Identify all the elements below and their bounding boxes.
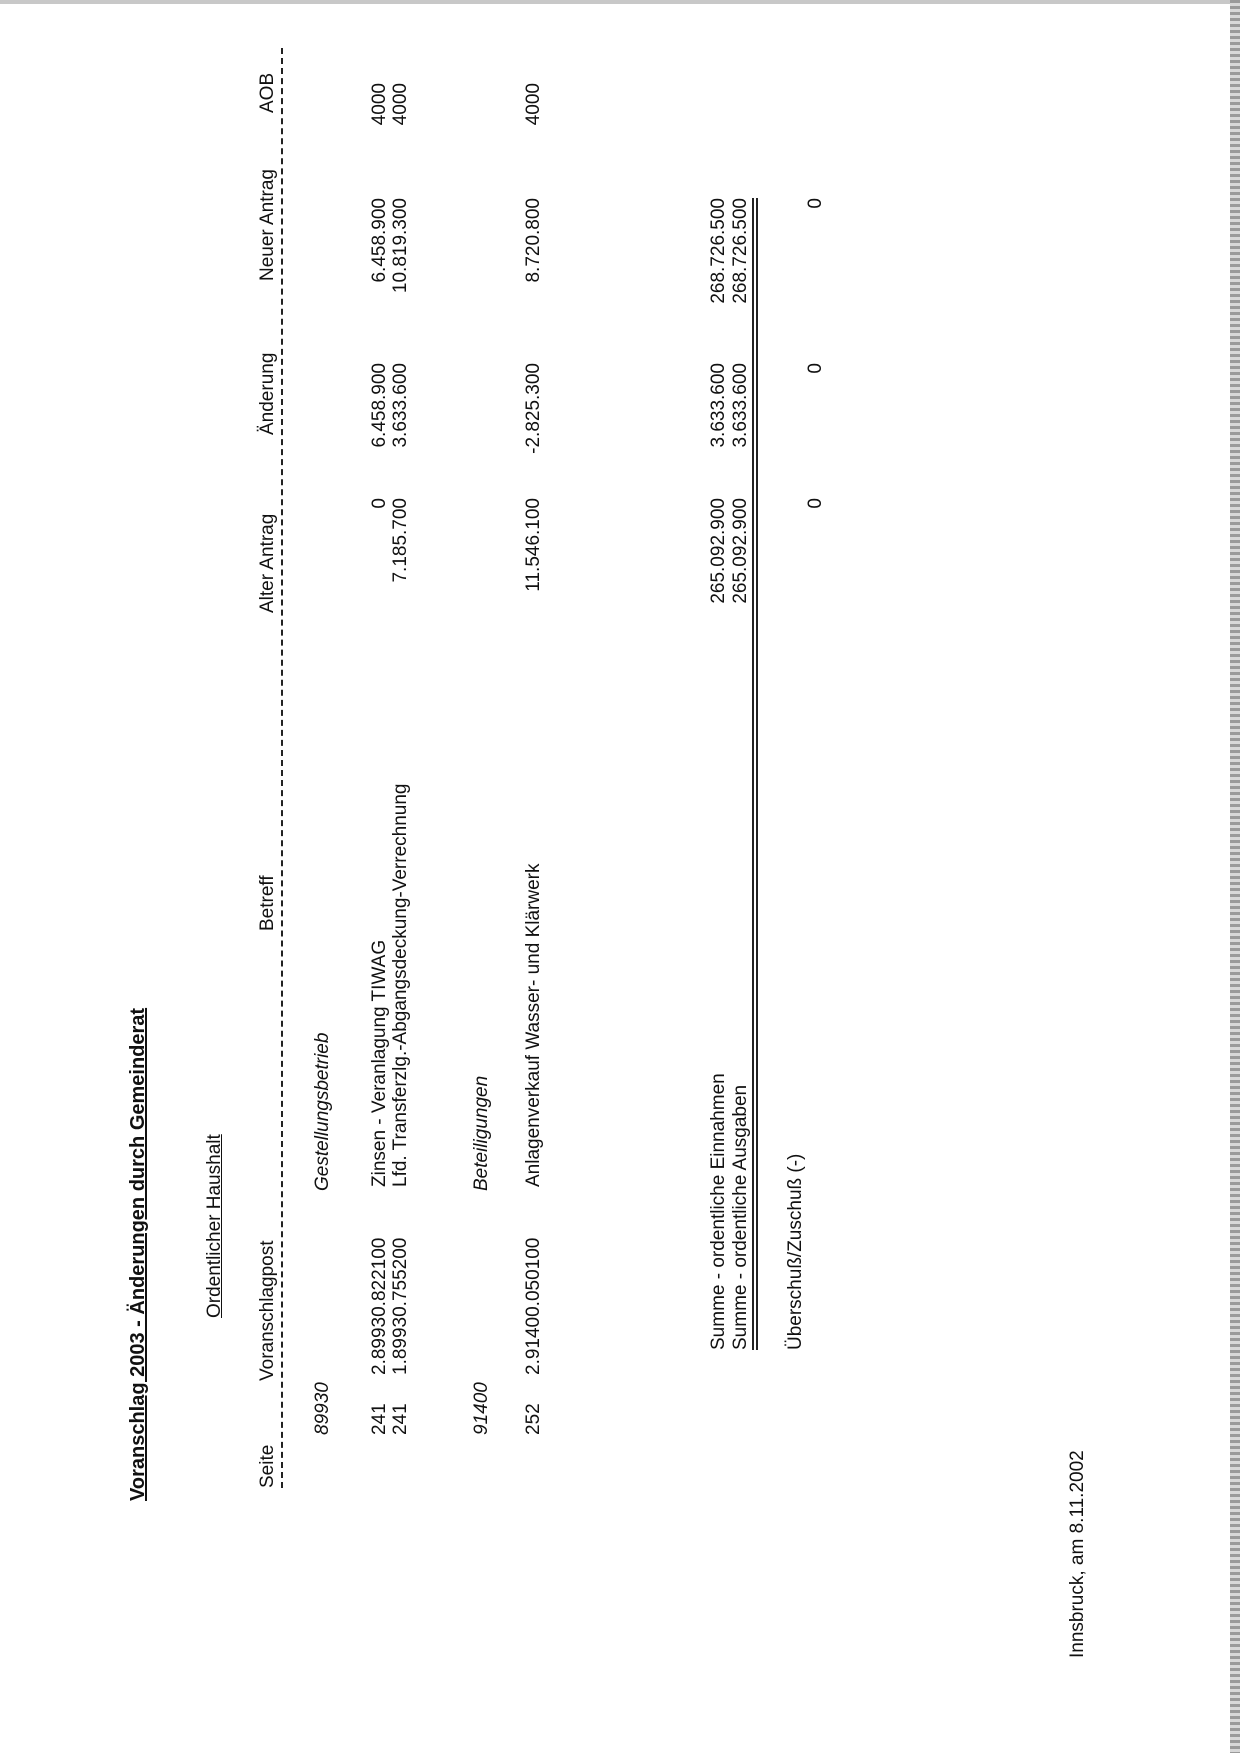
row-seite: 241 — [390, 1403, 411, 1435]
row-alter-antrag: 11.546.100 — [523, 498, 544, 592]
col-header-alter-antrag: Alter Antrag — [257, 513, 278, 613]
row-aenderung: -2.825.300 — [523, 363, 544, 454]
document-title: Voranschlag 2003 - Änderungen durch Gemeinderat — [127, 1007, 149, 1501]
row-seite: 252 — [523, 1403, 544, 1435]
summary-ausgaben-alter: 265.092.900 — [730, 498, 751, 604]
summary-einnahmen-alter: 265.092.900 — [708, 498, 729, 604]
row-aob: 4000 — [369, 83, 390, 126]
summary-ausgaben-label: Summe - ordentliche Ausgaben — [730, 1084, 751, 1350]
summary-ausgaben-neuer: 268.726.500 — [730, 198, 751, 304]
col-header-voranschlagpost: Voranschlagpost — [257, 1240, 278, 1381]
summary-double-rule-bottom — [756, 198, 758, 1350]
row-post: 1.89930.755200 — [390, 1237, 411, 1375]
row-betreff: Anlagenverkauf Wasser- und Klärwerk — [523, 863, 544, 1187]
header-dashed-rule — [281, 48, 283, 1488]
row-aenderung: 6.458.900 — [369, 363, 390, 448]
row-seite: 241 — [369, 1403, 390, 1435]
row-post: 2.91400.050100 — [523, 1237, 544, 1375]
row-neuer-antrag: 6.458.900 — [369, 198, 390, 283]
summary-einnahmen-aenderung: 3.633.600 — [708, 363, 729, 448]
group-name: Beteiligungen — [471, 1075, 492, 1191]
summary-einnahmen-neuer: 268.726.500 — [708, 198, 729, 304]
summary-ueberschuss-alter: 0 — [805, 498, 826, 509]
row-aob: 4000 — [390, 83, 411, 126]
col-header-aenderung: Änderung — [257, 352, 278, 435]
row-alter-antrag: 7.185.700 — [390, 498, 411, 583]
group-code: 91400 — [471, 1382, 492, 1435]
row-betreff: Zinsen - Veranlagung TIWAG — [369, 939, 390, 1187]
section-heading: Ordentlicher Haushalt — [204, 1134, 225, 1318]
row-neuer-antrag: 8.720.800 — [523, 198, 544, 283]
summary-einnahmen-label: Summe - ordentliche Einnahmen — [708, 1073, 729, 1350]
summary-ausgaben-aenderung: 3.633.600 — [730, 363, 751, 448]
row-betreff: Lfd. Transferzlg.-Abgangsdeckung-Verrechnung — [390, 783, 411, 1187]
row-post: 2.89930.822100 — [369, 1237, 390, 1375]
group-code: 89930 — [312, 1382, 333, 1435]
summary-ueberschuss-aenderung: 0 — [805, 363, 826, 374]
row-neuer-antrag: 10.819.300 — [390, 198, 411, 294]
summary-ueberschuss-neuer: 0 — [805, 198, 826, 209]
col-header-aob: AOB — [257, 72, 278, 113]
group-name: Gestellungsbetrieb — [312, 1032, 333, 1191]
row-aob: 4000 — [523, 83, 544, 126]
row-aenderung: 3.633.600 — [390, 363, 411, 448]
footer-place-date: Innsbruck, am 8.11.2002 — [1067, 1450, 1088, 1658]
col-header-betreff: Betreff — [257, 875, 278, 931]
summary-ueberschuss-label: Überschuß/Zuschuß (-) — [785, 1153, 806, 1350]
col-header-seite: Seite — [257, 1444, 278, 1488]
col-header-neuer-antrag: Neuer Antrag — [257, 169, 278, 281]
row-alter-antrag: 0 — [369, 498, 390, 509]
summary-double-rule-top — [752, 198, 754, 1350]
